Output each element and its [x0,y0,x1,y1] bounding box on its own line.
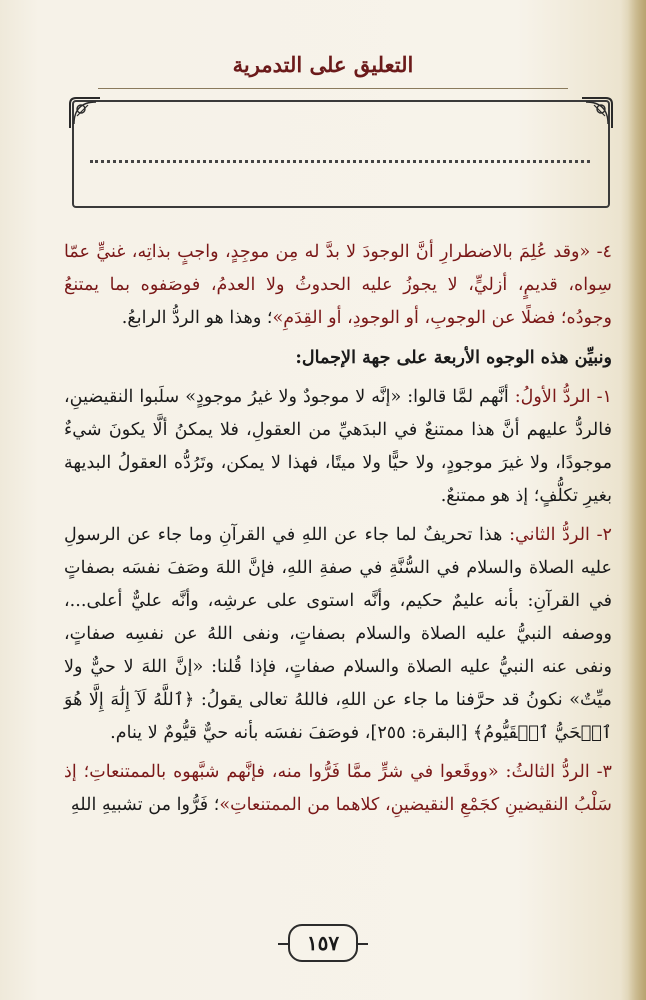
page-number: ١٥٧ [288,924,358,962]
paragraph-text: ؛ فَرُّوا من تشبيهِ اللهِ [70,795,220,815]
corner-ornament-icon [578,94,616,132]
paragraph-second-rebuttal [64,519,612,750]
paragraph-text: أنَّهم لمَّا قالوا: «إنَّه لا موجودٌ ولا غيرُ موجودٍ» سلَبوا النقيضينِ، فالردُّ عليهم أنَّ هذا ممتنعٌ في البدَهيِّ من العقولِ، فلا يمكنُ ألَّا يكونَ شيءٌ موجودًا، ولا غيرَ موجودٍ، ولا حيًّا ولا ميتًا، فهذا لا يمكن، وتَرُدُّه العقولُ البديهة بغيرِ تكلُّفٍ؛ إذ هو ممتنعٌ. [64,387,612,506]
paragraph-intro [64,341,612,375]
paragraph-first-rebuttal [64,381,612,513]
header-rule [98,88,568,89]
ornamental-frame [72,100,610,208]
paragraph-text: ونبيِّن هذه الوجوه الأربعة على جهة الإجمال: [295,347,612,368]
rebuttal-heading: ٢- الردُّ الثاني: [509,525,612,545]
running-title: التعليق على التدمرية [232,52,414,77]
rebuttal-heading: ١- الردُّ الأولُ: [514,387,612,407]
quoted-text: ٤- «وقد عُلِمَ بالاضطرارِ أنَّ الوجودَ لا بدَّ له مِن موجِدٍ، واجبٍ بذاتِه، غنيٍّ عمّا سِواه، قديمٍ، أزليٍّ، لا يجوزُ عليه الحدوثُ ولا العدمُ، فوصَفوه بما يمتنعُ وجودُه؛ فضلًا عن الوجوبِ، أو الوجودِ، أو القِدَمِ» [64,242,612,328]
paragraph-4 [64,236,612,335]
paragraph-text: ؛ وهذا هو الردُّ الرابعُ. [121,308,273,328]
rebuttal-heading: ٣- الردُّ الثالثُ: «ووقَعوا في شرٍّ ممَّا فَرُّوا منه، فإنَّهم شبَّهوه بالممتنعاتِ؛ إذ سَلْبُ النقيضينِ كجَمْعِ النقيضينِ، كلاهما من الممتنعاتِ» [64,762,612,815]
corner-ornament-icon [66,94,104,132]
running-head [0,52,646,77]
paragraph-third-rebuttal [64,756,612,822]
spine-shadow [628,0,646,1000]
blank-dotted-line [90,160,590,163]
body-text [64,236,612,822]
paragraph-text: هذا تحريفٌ لما جاء عن اللهِ في القرآنِ وما جاء عن الرسولِ عليه الصلاة والسلام في السُّنَّةِ في صفةِ اللهِ، فإنَّ اللهَ وصَفَ نفسَه بصفاتٍ في القرآنِ: بأنه عليمٌ حكيم، وأنَّه استوى على عرشِه، وأنَّه عليٌّ أعلى...، ووصفه النبيُّ عليه الصلاة والسلام بصفاتٍ، ونفى اللهُ عن نفسِه صفاتٍ، ونفى عنه النبيُّ عليه الصلاة والسلام صفاتٍ، فإذا قُلنا: «إنَّ اللهَ لا حيٌّ ولا ميِّتٌ» نكونُ قد حرَّفنا ما جاء عن اللهِ، فاللهُ تعالى يقولُ: ﴿ٱللَّهُ لَآ إِلَٰهَ إِلَّا هُوَ ٱلۡحَيُّ ٱلۡقَيُّومُ﴾ [البقرة: ٢٥٥]، فوصَفَ نفسَه بأنه حيٌّ قيُّومٌ لا ينام. [64,525,612,743]
